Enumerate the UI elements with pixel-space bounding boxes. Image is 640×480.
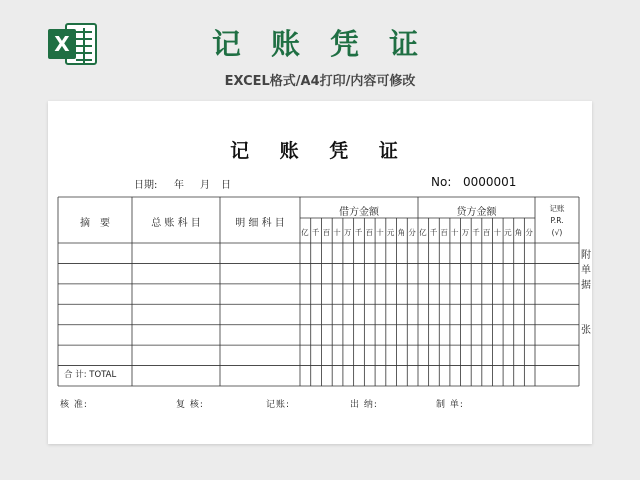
debit-unit-label: 千 xyxy=(354,228,363,237)
debit-unit-label: 亿 xyxy=(301,228,309,237)
side-label-attachment: 附 xyxy=(581,250,591,261)
date-label: 日期: xyxy=(134,180,158,191)
credit-unit-label: 十 xyxy=(493,228,502,237)
credit-header: 贷方金额 xyxy=(456,207,497,218)
credit-unit-label: 角 xyxy=(514,228,523,237)
debit-unit-label: 万 xyxy=(344,228,352,237)
footer-posted: 记账: xyxy=(266,400,291,410)
debit-unit-label: 百 xyxy=(322,228,331,237)
banner-subtitle: EXCEL格式/A4打印/内容可修改 xyxy=(224,74,416,89)
side-label-sheets: 张 xyxy=(581,325,591,336)
column-general-account: 总 账 科 目 xyxy=(151,218,201,229)
credit-unit-label: 万 xyxy=(461,228,470,237)
credit-unit-label: 元 xyxy=(504,228,512,237)
posting-header-top: 记账 xyxy=(549,204,565,213)
debit-unit-label: 千 xyxy=(311,228,320,237)
debit-unit-label: 十 xyxy=(376,228,384,237)
footer-prepared: 制 单: xyxy=(436,400,464,410)
day-label: 日 xyxy=(221,180,231,191)
side-label-receipt: 据 xyxy=(581,280,591,291)
debit-unit-label: 元 xyxy=(386,228,395,237)
debit-unit-label: 百 xyxy=(365,228,373,237)
column-summary: 摘 要 xyxy=(80,218,110,229)
side-label-single: 单 xyxy=(581,265,591,276)
credit-unit-label: 百 xyxy=(482,228,491,237)
footer-reviewed: 复 核: xyxy=(176,400,204,410)
column-detail-account: 明 细 科 目 xyxy=(235,218,285,229)
year-label: 年 xyxy=(174,180,184,191)
voucher-number-value: 0000001 xyxy=(463,175,517,189)
total-label: 合 计: TOTAL xyxy=(64,370,117,380)
posting-header-mid: P.R. xyxy=(550,216,564,225)
month-label: 月 xyxy=(200,180,210,191)
credit-unit-label: 亿 xyxy=(419,228,427,237)
debit-header: 借方金额 xyxy=(339,207,379,218)
debit-unit-label: 十 xyxy=(333,228,341,237)
credit-unit-label: 千 xyxy=(472,228,480,237)
banner-title: 记 账 凭 证 xyxy=(211,27,429,61)
debit-unit-label: 分 xyxy=(408,228,416,237)
debit-unit-label: 角 xyxy=(397,228,406,237)
credit-unit-label: 千 xyxy=(429,228,438,237)
excel-logo-letter: X xyxy=(54,32,70,56)
posting-header-bottom: (√) xyxy=(551,228,563,237)
credit-unit-label: 十 xyxy=(450,228,459,237)
credit-unit-label: 分 xyxy=(525,228,533,237)
footer-cashier: 出 纳: xyxy=(350,400,378,410)
voucher-title: 记 账 凭 证 xyxy=(230,140,410,162)
voucher-number-label: No: xyxy=(431,175,452,189)
footer-approved: 核 准: xyxy=(60,400,88,410)
credit-unit-label: 百 xyxy=(440,228,448,237)
